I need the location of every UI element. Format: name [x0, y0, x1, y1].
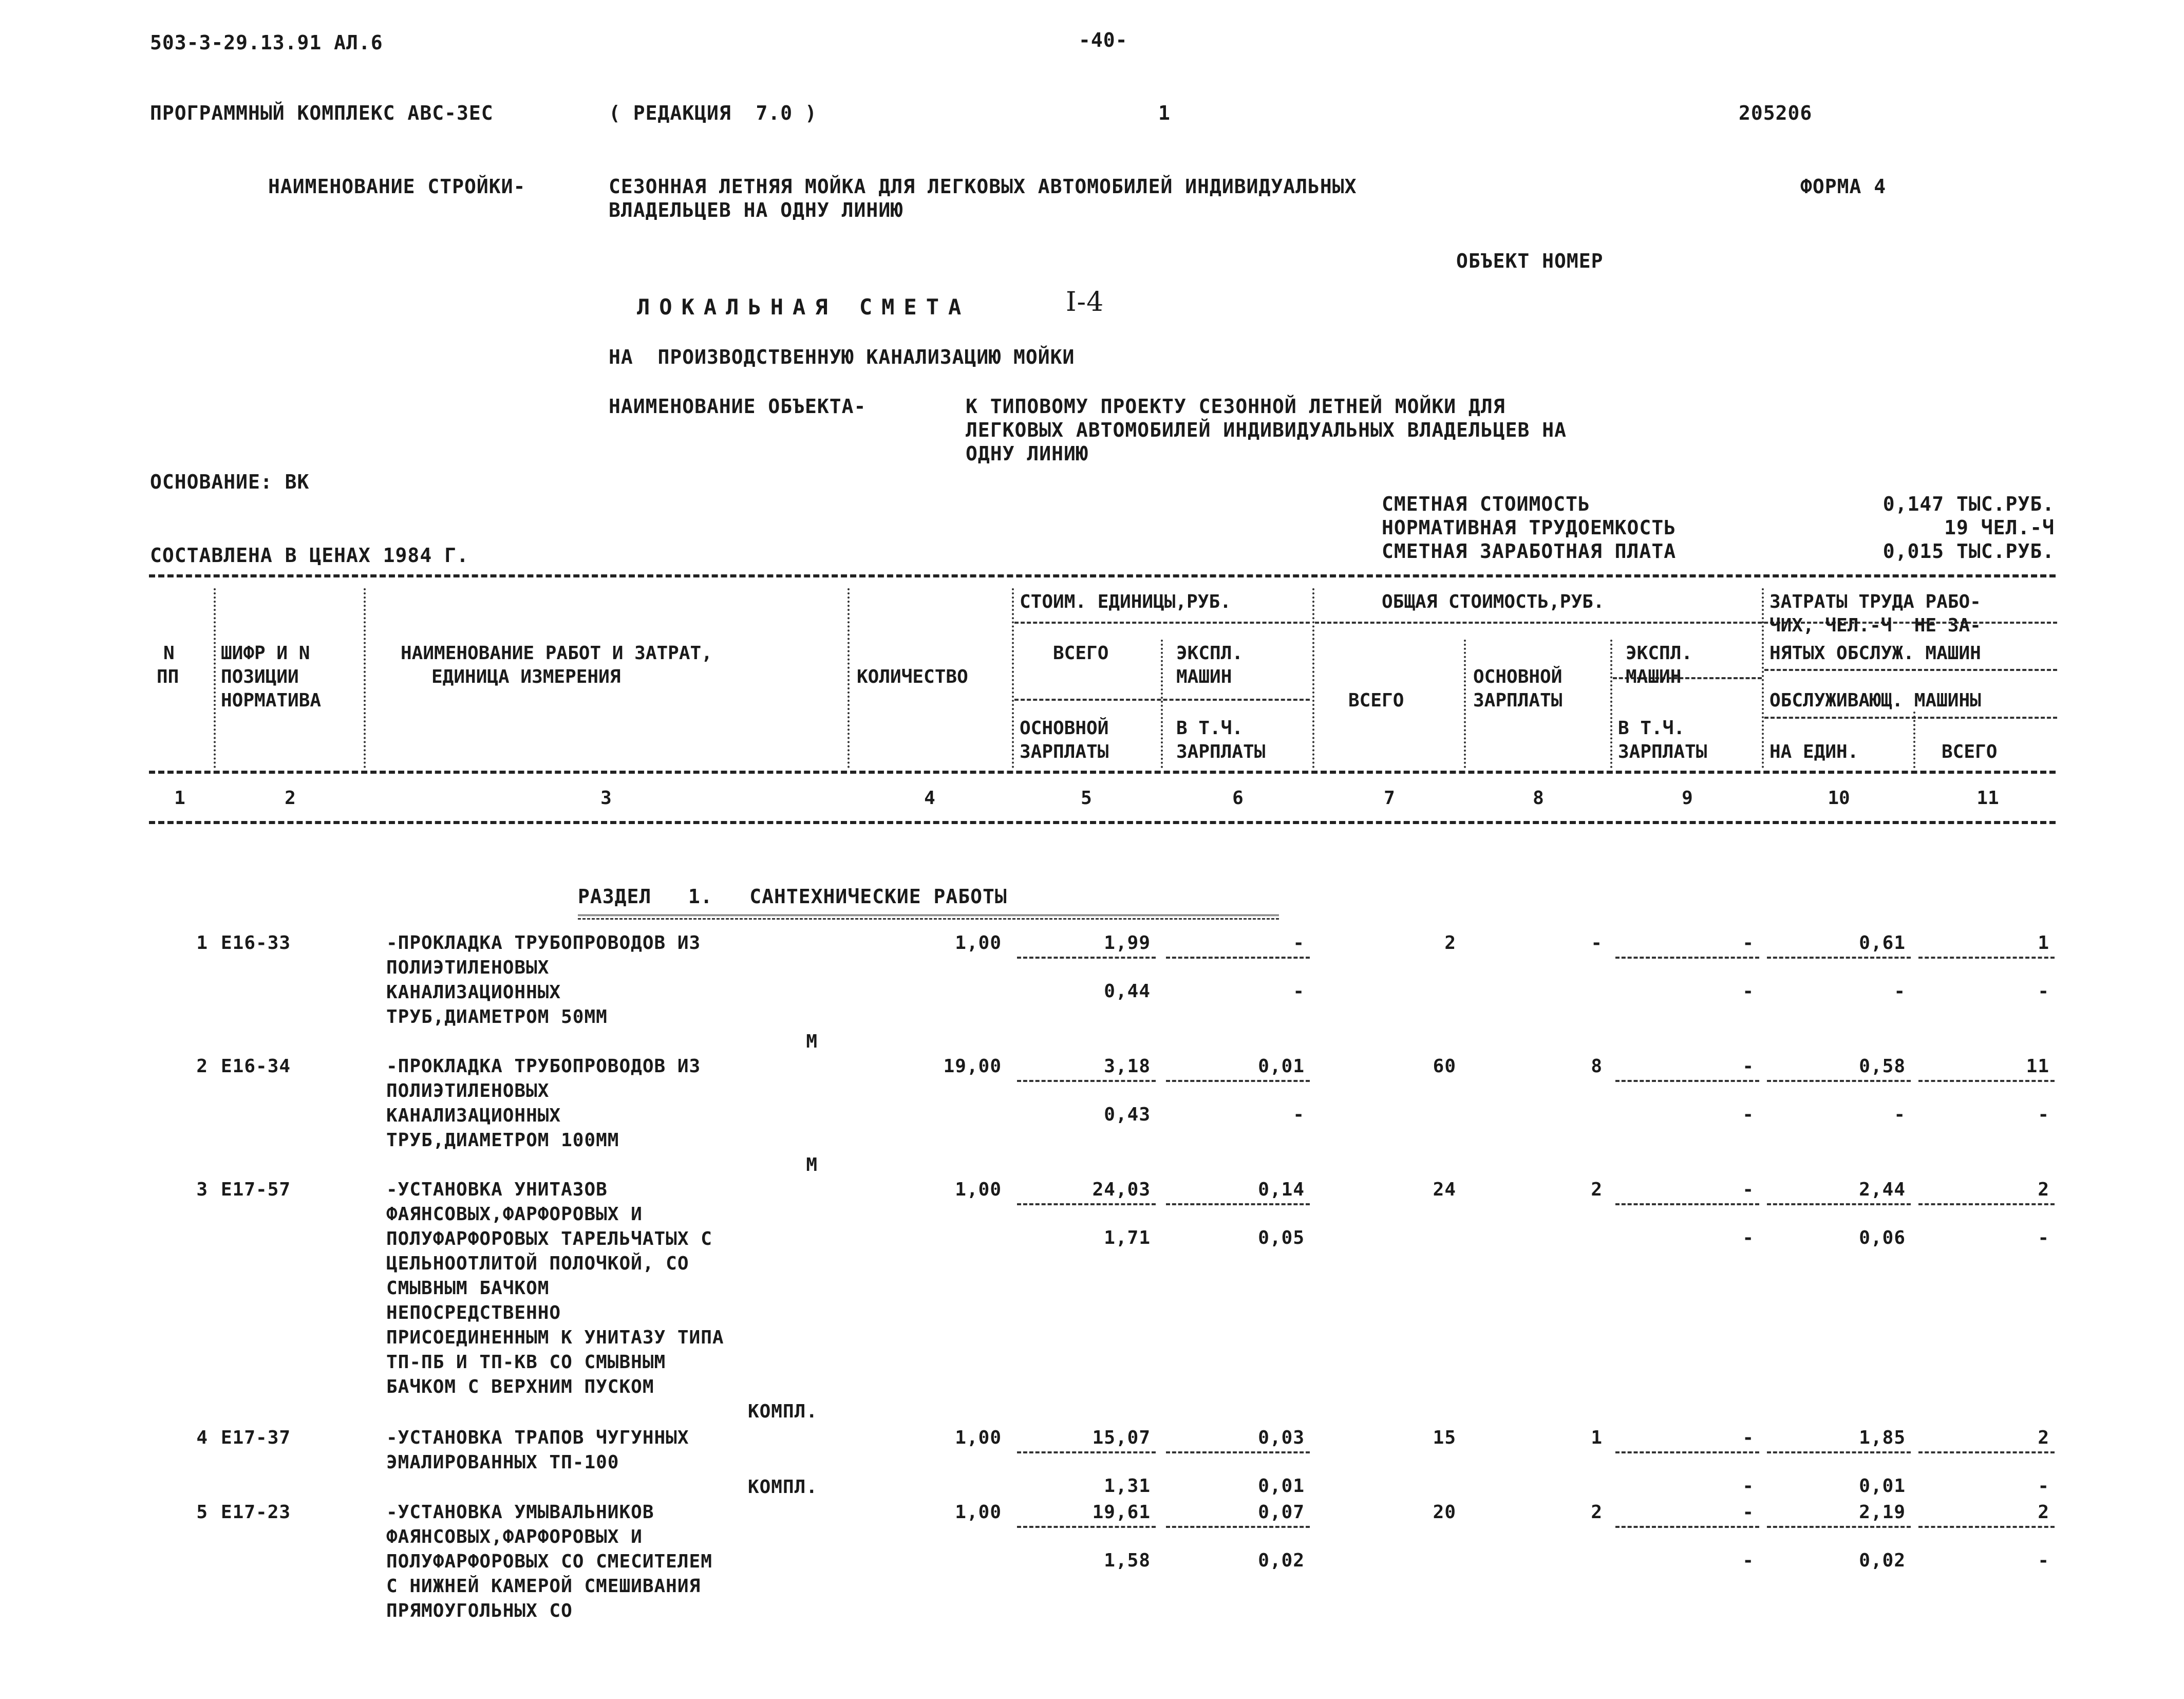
- header-total-incl-1: В Т.Ч.: [1618, 718, 1685, 739]
- row-number: 2: [196, 1056, 208, 1077]
- row-subrule: [1017, 957, 1156, 959]
- row-cell-c11: 11: [2026, 1056, 2049, 1077]
- row-sub-mach-wage: -: [1293, 1104, 1305, 1125]
- row-cell-c8: 8: [1591, 1056, 1603, 1077]
- summary-value-wage: 0,015 ТЫС.РУБ.: [1882, 540, 2055, 563]
- row-sub-mach-wage: -: [1293, 981, 1305, 1002]
- row-description-line: КАНАЛИЗАЦИОННЫХ: [386, 982, 561, 1003]
- row-description-line: ФАЯНСОВЫХ,ФАРФОРОВЫХ И: [386, 1526, 643, 1547]
- header-unit-mach-2: МАШИН: [1176, 666, 1232, 687]
- summary-value-labor: 19 ЧЕЛ.-Ч: [1944, 516, 2055, 539]
- col-sep-10: [1913, 712, 1915, 768]
- row-cell-qty: 1,00: [955, 1179, 1002, 1200]
- estimate-number: I-4: [1066, 287, 1104, 318]
- row-description-line: НЕПОСРЕДСТВЕННО: [386, 1302, 561, 1323]
- header-name-1: НАИМЕНОВАНИЕ РАБОТ И ЗАТРАТ,: [401, 643, 712, 664]
- header-bottom-rule: [149, 771, 2056, 774]
- row-sub-wage: 0,43: [1104, 1104, 1151, 1125]
- row-description-line: ПОЛУФАРФОРОВЫХ ТАРЕЛЬЧАТЫХ С: [386, 1228, 712, 1249]
- rule-g1: [1014, 622, 1310, 624]
- row-description-line: ФАЯНСОВЫХ,ФАРФОРОВЫХ И: [386, 1204, 643, 1225]
- row-cell-c10: 2,44: [1859, 1179, 1906, 1200]
- col-sep-6: [1312, 588, 1314, 768]
- row-sub-wage: 1,58: [1104, 1550, 1151, 1571]
- row-sub-labor-unit: 0,02: [1859, 1550, 1906, 1571]
- row-subrule: [1767, 957, 1911, 959]
- header-quantity: КОЛИЧЕСТВО: [857, 666, 968, 687]
- row-description-line: БАЧКОМ С ВЕРХНИМ ПУСКОМ: [386, 1376, 654, 1397]
- col-sep-1: [214, 588, 216, 768]
- sheet-number: 1: [1158, 102, 1171, 124]
- header-labor-3: НЯТЫХ ОБСЛУЖ. МАШИН: [1769, 643, 1981, 664]
- header-labor-per-unit: НА ЕДИН.: [1769, 741, 1859, 762]
- object-line-2: ЛЕГКОВЫХ АВТОМОБИЛЕЙ ИНДИВИДУАЛЬНЫХ ВЛАДЕЛЬЦЕВ НА: [966, 419, 1567, 441]
- program-code: 205206: [1739, 102, 1813, 124]
- row-cell-c10: 2,19: [1859, 1502, 1906, 1523]
- colnum-6: 6: [1232, 788, 1244, 809]
- basis-label: ОСНОВАНИЕ: ВК: [150, 471, 310, 493]
- row-unit: М: [806, 1154, 818, 1175]
- row-subrule: [1615, 957, 1759, 959]
- colnum-9: 9: [1682, 788, 1693, 809]
- row-cell-qty: 1,00: [955, 1502, 1002, 1523]
- row-subrule: [1017, 1526, 1156, 1528]
- header-unit-total: ВСЕГО: [1053, 643, 1109, 664]
- row-cell-c6: 0,03: [1258, 1427, 1305, 1448]
- object-label: НАИМЕНОВАНИЕ ОБЪЕКТА-: [609, 395, 867, 418]
- row-cell-c11: 2: [2038, 1502, 2049, 1523]
- construction-line-2: ВЛАДЕЛЬЦЕВ НА ОДНУ ЛИНИЮ: [609, 199, 903, 221]
- header-unit-cost: СТОИМ. ЕДИНИЦЫ,РУБ.: [1020, 591, 1231, 612]
- row-cell-qty: 1,00: [955, 932, 1002, 954]
- row-number: 1: [196, 932, 208, 954]
- colnum-3: 3: [600, 788, 612, 809]
- row-sub-total-mach-wage: -: [1742, 1227, 1754, 1248]
- header-total-cost: ОБЩАЯ СТОИМОСТЬ,РУБ.: [1382, 591, 1605, 612]
- header-unit-wage-1: ОСНОВНОЙ: [1020, 718, 1109, 739]
- row-subrule: [1918, 957, 2055, 959]
- header-total-wage-1: ОСНОВНОЙ: [1473, 666, 1562, 687]
- colnum-1: 1: [174, 788, 185, 809]
- row-subrule: [1017, 1080, 1156, 1082]
- summary-label-labor: НОРМАТИВНАЯ ТРУДОЕМКОСТЬ: [1382, 516, 1677, 539]
- row-sub-wage: 0,44: [1104, 981, 1151, 1002]
- row-cell-c6: -: [1293, 932, 1305, 954]
- row-sub-total-mach-wage: -: [1742, 1550, 1754, 1571]
- construction-label: НАИМЕНОВАНИЕ СТРОЙКИ-: [268, 175, 526, 198]
- row-code: Е17-23: [221, 1502, 291, 1523]
- header-labor-total: ВСЕГО: [1942, 741, 1998, 762]
- header-total-incl-2: ЗАРПЛАТЫ: [1618, 741, 1707, 762]
- colnum-10: 10: [1828, 788, 1850, 809]
- row-number: 3: [196, 1179, 208, 1200]
- header-code-3: НОРМАТИВА: [221, 690, 322, 711]
- row-cell-c6: 0,01: [1258, 1056, 1305, 1077]
- document-code: 503-3-29.13.91 АЛ.6: [150, 31, 383, 54]
- row-description-line: ПРИСОЕДИНЕННЫМ К УНИТАЗУ ТИПА: [386, 1327, 724, 1348]
- row-description-line: КАНАЛИЗАЦИОННЫХ: [386, 1105, 561, 1126]
- program-edition: ( РЕДАКЦИЯ 7.0 ): [609, 102, 817, 124]
- row-cell-c8: 2: [1591, 1179, 1603, 1200]
- row-cell-c11: 1: [2038, 932, 2049, 954]
- row-description-line: ПОЛИЭТИЛЕНОВЫХ: [386, 1080, 550, 1101]
- row-subrule: [1918, 1451, 2055, 1453]
- row-number: 5: [196, 1502, 208, 1523]
- row-description-line: ТП-ПБ И ТП-КВ СО СМЫВНЫМ: [386, 1352, 666, 1373]
- construction-line-1: СЕЗОННАЯ ЛЕТНЯЯ МОЙКА ДЛЯ ЛЕГКОВЫХ АВТОМОБИЛЕЙ ИНДИВИДУАЛЬНЫХ: [609, 175, 1357, 198]
- summary-label-wage: СМЕТНАЯ ЗАРАБОТНАЯ ПЛАТА: [1382, 540, 1677, 563]
- row-sub-wage: 1,31: [1104, 1476, 1151, 1497]
- row-cell-c9: -: [1742, 1179, 1754, 1200]
- header-n: N: [163, 643, 175, 664]
- row-subrule: [1017, 1451, 1156, 1453]
- row-cell-c7: 2: [1444, 932, 1456, 954]
- row-subrule: [1166, 1080, 1310, 1082]
- object-line-1: К ТИПОВОМУ ПРОЕКТУ СЕЗОННОЙ ЛЕТНЕЙ МОЙКИ ДЛЯ: [966, 395, 1505, 418]
- row-code: Е17-37: [221, 1427, 291, 1448]
- col-sep-7: [1464, 640, 1466, 768]
- page-number: -40-: [1079, 29, 1128, 51]
- row-subrule: [1767, 1080, 1911, 1082]
- colnum-4: 4: [924, 788, 935, 809]
- row-description-line: -УСТАНОВКА УНИТАЗОВ: [386, 1179, 608, 1200]
- row-description-line: -УСТАНОВКА ТРАПОВ ЧУГУННЫХ: [386, 1427, 689, 1448]
- colnum-7: 7: [1384, 788, 1395, 809]
- row-sub-labor-total: -: [2038, 1476, 2049, 1497]
- row-description-line: ПРЯМОУГОЛЬНЫХ СО: [386, 1600, 573, 1621]
- row-cell-c6: 0,07: [1258, 1502, 1305, 1523]
- row-description-line: ЦЕЛЬНООТЛИТОЙ ПОЛОЧКОЙ, СО: [386, 1253, 689, 1274]
- row-subrule: [1767, 1451, 1911, 1453]
- row-description-line: СМЫВНЫМ БАЧКОМ: [386, 1278, 550, 1299]
- col-sep-4: [1012, 588, 1014, 768]
- row-description-line: ПОЛИЭТИЛЕНОВЫХ: [386, 957, 550, 978]
- row-cell-c5: 19,61: [1092, 1502, 1151, 1523]
- header-total-wage-2: ЗАРПЛАТЫ: [1473, 690, 1562, 711]
- row-sub-wage: 1,71: [1104, 1227, 1151, 1248]
- row-cell-c5: 1,99: [1104, 932, 1151, 954]
- row-cell-qty: 1,00: [955, 1427, 1002, 1448]
- row-subrule: [1017, 1203, 1156, 1205]
- row-cell-c9: -: [1742, 1502, 1754, 1523]
- row-number: 4: [196, 1427, 208, 1448]
- row-subrule: [1166, 957, 1310, 959]
- row-cell-c7: 20: [1433, 1502, 1456, 1523]
- header-pp: ПП: [157, 666, 179, 687]
- col-sep-3: [848, 588, 850, 768]
- table-top-rule: [149, 574, 2056, 577]
- col-sep-8: [1610, 640, 1612, 768]
- header-total-all: ВСЕГО: [1348, 690, 1404, 711]
- row-subrule: [1615, 1451, 1759, 1453]
- col-sep-5: [1161, 640, 1163, 768]
- col-sep-2: [364, 588, 366, 768]
- header-code-2: ПОЗИЦИИ: [221, 666, 299, 687]
- summary-label-cost: СМЕТНАЯ СТОИМОСТЬ: [1382, 493, 1590, 515]
- colnum-2: 2: [285, 788, 296, 809]
- row-cell-c7: 60: [1433, 1056, 1456, 1077]
- row-description-line: ПОЛУФАРФОРОВЫХ СО СМЕСИТЕЛЕМ: [386, 1551, 712, 1572]
- header-unit-wage-2: ЗАРПЛАТЫ: [1020, 741, 1109, 762]
- header-labor-2: ЧИХ, ЧЕЛ.-Ч НЕ ЗА-: [1769, 615, 1981, 636]
- row-sub-total-mach-wage: -: [1742, 1104, 1754, 1125]
- estimate-title: ЛОКАЛЬНАЯ СМЕТА: [637, 294, 971, 320]
- row-description-line: ТРУБ,ДИАМЕТРОМ 100ММ: [386, 1130, 619, 1151]
- row-description-line: С НИЖНЕЙ КАМЕРОЙ СМЕШИВАНИЯ: [386, 1576, 701, 1597]
- row-description-line: ТРУБ,ДИАМЕТРОМ 50ММ: [386, 1006, 608, 1028]
- row-cell-c8: 2: [1591, 1502, 1603, 1523]
- header-unit-mach-1: ЭКСПЛ.: [1176, 643, 1244, 664]
- colnum-11: 11: [1976, 788, 1999, 809]
- row-description-line: -ПРОКЛАДКА ТРУБОПРОВОДОВ ИЗ: [386, 932, 701, 954]
- row-cell-c8: -: [1591, 932, 1603, 954]
- row-cell-c5: 24,03: [1092, 1179, 1151, 1200]
- row-cell-c9: -: [1742, 1056, 1754, 1077]
- rule-g1-mid: [1014, 699, 1310, 701]
- header-unit-incl-1: В Т.Ч.: [1176, 718, 1244, 739]
- row-sub-labor-total: -: [2038, 1227, 2049, 1248]
- row-sub-labor-unit: -: [1894, 1104, 1906, 1125]
- object-line-3: ОДНУ ЛИНИЮ: [966, 442, 1088, 465]
- row-cell-c6: 0,14: [1258, 1179, 1305, 1200]
- row-unit: М: [806, 1031, 818, 1052]
- header-labor-service: ОБСЛУЖИВАЮЩ. МАШИНЫ: [1769, 690, 1981, 711]
- row-cell-c10: 0,58: [1859, 1056, 1906, 1077]
- program-name: ПРОГРАММНЫЙ КОМПЛЕКС АВС-3ЕС: [150, 102, 494, 124]
- row-sub-labor-total: -: [2038, 1104, 2049, 1125]
- header-unit-incl-2: ЗАРПЛАТЫ: [1176, 741, 1266, 762]
- row-subrule: [1166, 1451, 1310, 1453]
- row-sub-labor-total: -: [2038, 981, 2049, 1002]
- row-sub-mach-wage: 0,05: [1258, 1227, 1305, 1248]
- row-subrule: [1615, 1526, 1759, 1528]
- section-title: РАЗДЕЛ 1. САНТЕХНИЧЕСКИЕ РАБОТЫ: [578, 885, 1007, 908]
- row-cell-c8: 1: [1591, 1427, 1603, 1448]
- row-subrule: [1615, 1203, 1759, 1205]
- row-description-line: ЭМАЛИРОВАННЫХ ТП-100: [386, 1452, 619, 1473]
- row-sub-mach-wage: 0,02: [1258, 1550, 1305, 1571]
- row-subrule: [1918, 1526, 2055, 1528]
- row-subrule: [1166, 1203, 1310, 1205]
- row-cell-c10: 0,61: [1859, 932, 1906, 954]
- colnum-bottom-rule: [149, 821, 2056, 824]
- row-description-line: -ПРОКЛАДКА ТРУБОПРОВОДОВ ИЗ: [386, 1056, 701, 1077]
- col-sep-9: [1762, 588, 1764, 768]
- row-sub-total-mach-wage: -: [1742, 981, 1754, 1002]
- summary-value-cost: 0,147 ТЫС.РУБ.: [1882, 493, 2055, 515]
- rule-g3-b: [1764, 717, 2057, 719]
- row-subrule: [1918, 1080, 2055, 1082]
- header-total-mach-2: МАШИН: [1626, 666, 1682, 687]
- header-code-1: ШИФР И N: [221, 643, 310, 664]
- row-code: Е16-33: [221, 932, 291, 954]
- header-labor-1: ЗАТРАТЫ ТРУДА РАБО-: [1769, 591, 1981, 612]
- row-code: Е16-34: [221, 1056, 291, 1077]
- row-sub-labor-unit: 0,06: [1859, 1227, 1906, 1248]
- row-cell-c5: 3,18: [1104, 1056, 1151, 1077]
- row-subrule: [1166, 1526, 1310, 1528]
- row-code: Е17-57: [221, 1179, 291, 1200]
- row-cell-c11: 2: [2038, 1179, 2049, 1200]
- row-cell-qty: 19,00: [943, 1056, 1002, 1077]
- row-subrule: [1615, 1080, 1759, 1082]
- row-subrule: [1767, 1203, 1911, 1205]
- row-sub-labor-total: -: [2038, 1550, 2049, 1571]
- row-sub-labor-unit: 0,01: [1859, 1476, 1906, 1497]
- row-cell-c9: -: [1742, 932, 1754, 954]
- row-unit: КОМПЛ.: [747, 1477, 818, 1498]
- row-sub-total-mach-wage: -: [1742, 1476, 1754, 1497]
- row-unit: КОМПЛ.: [747, 1401, 818, 1422]
- rule-g3-a: [1764, 669, 2057, 671]
- row-cell-c5: 15,07: [1092, 1427, 1151, 1448]
- row-cell-c11: 2: [2038, 1427, 2049, 1448]
- row-sub-mach-wage: 0,01: [1258, 1476, 1305, 1497]
- colnum-8: 8: [1533, 788, 1544, 809]
- object-number-label: ОБЪЕКТ НОМЕР: [1456, 250, 1604, 272]
- section-underline: [578, 914, 1279, 920]
- row-cell-c10: 1,85: [1859, 1427, 1906, 1448]
- row-subrule: [1918, 1203, 2055, 1205]
- row-cell-c7: 24: [1433, 1179, 1456, 1200]
- row-description-line: -УСТАНОВКА УМЫВАЛЬНИКОВ: [386, 1502, 654, 1523]
- row-sub-labor-unit: -: [1894, 981, 1906, 1002]
- estimate-subject: НА ПРОИЗВОДСТВЕННУЮ КАНАЛИЗАЦИЮ МОЙКИ: [609, 346, 1075, 368]
- header-total-mach-1: ЭКСПЛ.: [1626, 643, 1693, 664]
- header-name-2: ЕДИНИЦА ИЗМЕРЕНИЯ: [431, 666, 621, 687]
- row-cell-c9: -: [1742, 1427, 1754, 1448]
- row-cell-c7: 15: [1433, 1427, 1456, 1448]
- row-subrule: [1767, 1526, 1911, 1528]
- colnum-5: 5: [1081, 788, 1092, 809]
- form-label: ФОРМА 4: [1800, 175, 1887, 198]
- prices-note: СОСТАВЛЕНА В ЦЕНАХ 1984 Г.: [150, 544, 469, 567]
